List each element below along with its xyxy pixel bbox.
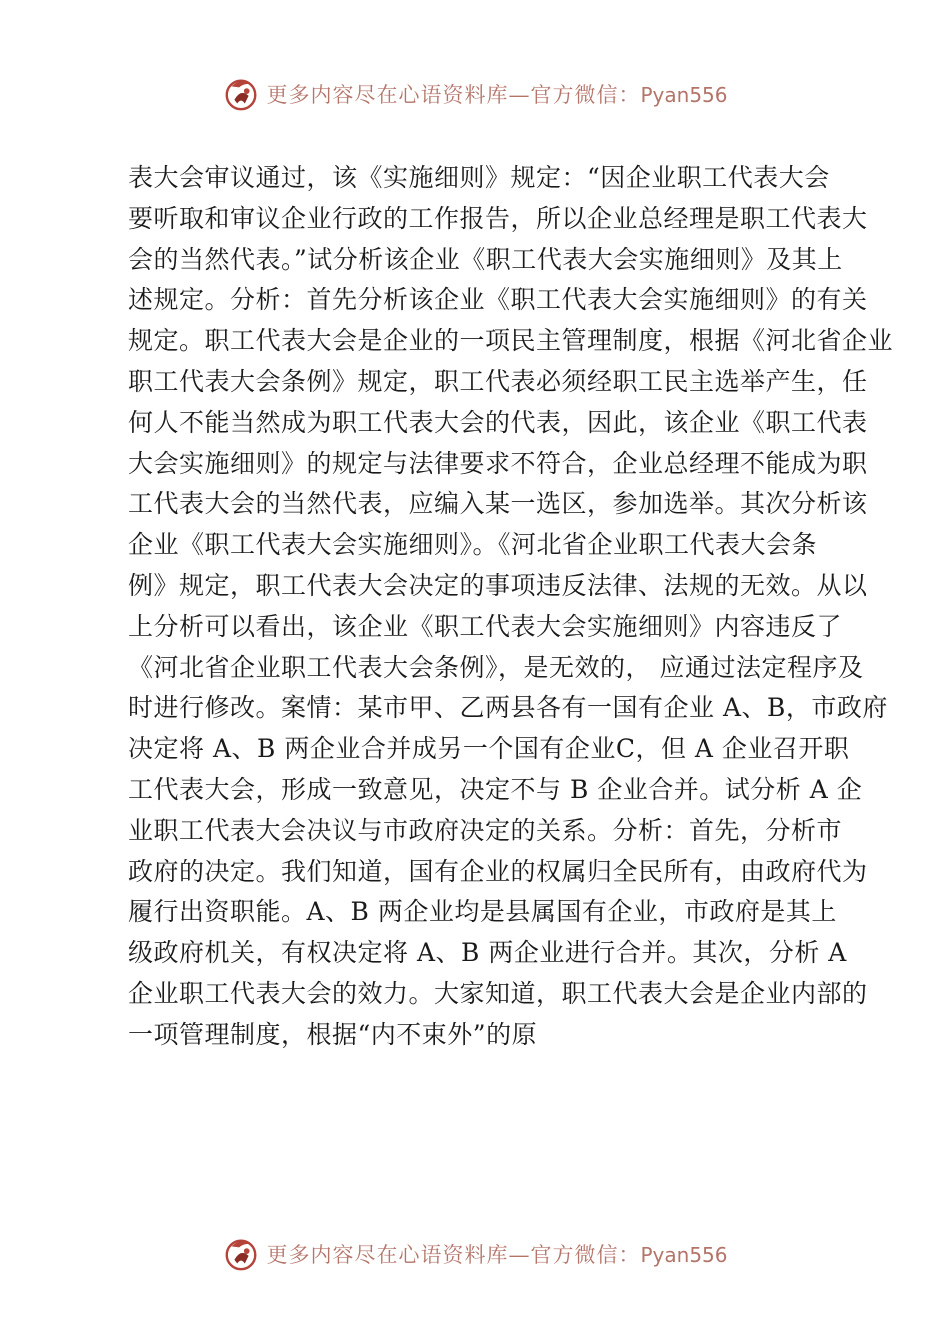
body-line: 会的当然代表。”试分析该企业《职工代表大会实施细则》及其上 [128,244,843,274]
footer-banner [0,1232,950,1276]
body-line: 工代表大会的当然代表，应编入某一选区，参加选举。其次分析该 [128,489,868,519]
body-line: 决定将 A、B 两企业合并成另一个国有企业C，但 A 企业召开职 [128,734,850,764]
body-line: 一项管理制度，根据“内不束外”的原 [128,1019,538,1049]
body-line: 《河北省企业职工代表大会条例》，是无效的， 应通过法定程序及 [128,652,864,682]
body-line: 业职工代表大会决议与市政府决定的关系。分析：首先，分析市 [128,815,843,845]
header-banner-label: 更多内容尽在心语资料库—官方微信： [266,83,641,107]
body-line: 要听取和审议企业行政的工作报告，所以企业总经理是职工代表大 [128,203,868,233]
body-line: 履行出资职能。A、B 两企业均是县属国有企业，市政府是其上 [128,897,837,927]
body-line: 上分析可以看出，该企业《职工代表大会实施细则》内容违反了 [128,611,843,641]
body-line: 何人不能当然成为职工代表大会的代表，因此，该企业《职工代表 [128,407,868,437]
footer-wechat-id: Pyan556 [640,1243,728,1267]
body-line: 职工代表大会条例》规定，职工代表必须经职工民主选举产生，任 [128,366,868,396]
body-line: 大会实施细则》的规定与法律要求不符合，企业总经理不能成为职 [128,448,868,478]
body-line: 规定。职工代表大会是企业的一项民主管理制度，根据《河北省企业 [128,326,894,356]
footer-banner-label: 更多内容尽在心语资料库—官方微信： [266,1243,641,1267]
body-line: 例》规定，职工代表大会决定的事项违反法律、法规的无效。从以 [128,570,868,600]
header-banner [0,72,950,116]
body-line: 工代表大会，形成一致意见，决定不与 B 企业合并。试分析 A 企 [128,774,863,804]
footer-banner-text [266,1239,727,1269]
body-line: 表大会审议通过，该《实施细则》规定：“因企业职工代表大会 [128,163,830,192]
body-line: 企业《职工代表大会实施细则》。《河北省企业职工代表大会条 [128,530,818,560]
document-body [128,158,894,1056]
body-line: 政府的决定。我们知道，国有企业的权属归全民所有，由政府代为 [128,856,868,886]
body-line: 级政府机关，有权决定将 A、B 两企业进行合并。其次，分析 A [128,938,847,968]
logo-icon [222,75,260,113]
body-line: 述规定。分析：首先分析该企业《职工代表大会实施细则》的有关 [128,285,868,315]
header-banner-text [266,79,727,109]
logo-icon [222,1235,260,1273]
body-line: 时进行修改。案情：某市甲、乙两县各有一国有企业 A、B，市政府 [128,693,888,723]
body-line: 企业职工代表大会的效力。大家知道，职工代表大会是企业内部的 [128,978,868,1008]
header-wechat-id: Pyan556 [640,83,728,107]
